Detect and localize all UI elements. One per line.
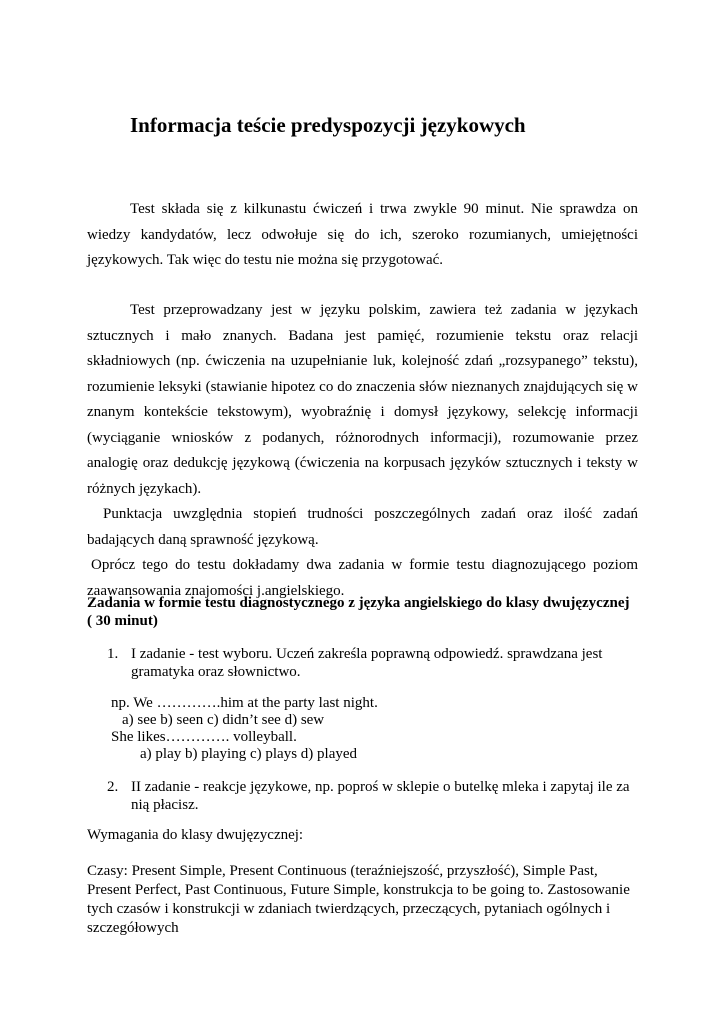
- paragraph-text: Test składa się z kilkunastu ćwiczeń i trwa zwykle 90 minut. Nie sprawdza on wiedzy kandydatów, lecz odwołuje się do ich, szeroko rozumianych, umiejętności językowych. Tak więc do testu nie można się przygotować.: [87, 201, 638, 268]
- list-number: 2.: [107, 779, 119, 795]
- example-sentence-2: She likes…………. volleyball.: [111, 729, 297, 745]
- list-text: II zadanie - reakcje językowe, np. poproś w sklepie o butelkę mleka i zapytaj ile za nią płacisz.: [131, 779, 630, 813]
- list-item-task-1: [107, 645, 637, 681]
- paragraph-scoring: Punktacja uwzględnia stopień trudności poszczególnych zadań oraz ilość zadań badających daną sprawność językową.: [87, 506, 638, 548]
- list-text: I zadanie - test wyboru. Uczeń zakreśla poprawną odpowiedź. sprawdzana jest gramatyka oraz słownictwo.: [131, 646, 603, 680]
- section-heading: [87, 594, 647, 630]
- section-heading-duration: ( 30 minut): [87, 613, 158, 629]
- page-title: Informacja teście predyspozycji językowych: [130, 113, 526, 137]
- list-number: 1.: [107, 646, 119, 662]
- paragraph-intro: [87, 197, 638, 274]
- requirements-heading: Wymagania do klasy dwujęzycznej:: [87, 827, 304, 843]
- paragraph-test-description: [87, 298, 638, 604]
- paragraph-text: Test przeprowadzany jest w języku polskim, zawiera też zadania w językach sztucznych i mało znanych. Badana jest pamięć, rozumienie tekstu oraz relacji składniowych (np. ćwiczenia na uzupełnianie luk, kolejność zdań „rozsypanego” tekstu), rozumienie leksyki (stawianie hipotez co do znaczenia słów nieznanych znajdujących się w znanym kontekście tekstowym), wyobraźnię i domysł językowy, selekcję informacji (wyciąganie wniosków z podanych, różnorodnych informacji), rozumowanie przez analogię oraz dedukcję językową (ćwiczenia na korpusach języków sztucznych i teksty w różnych językach).: [87, 302, 638, 497]
- example-options-1: a) see b) seen c) didn’t see d) sew: [122, 712, 325, 728]
- example-sentence-1: np. We ………….him at the party last night.: [111, 695, 378, 711]
- example-options-2: a) play b) playing c) plays d) played: [140, 746, 358, 762]
- section-heading-line: Zadania w formie testu diagnostycznego z języka angielskiego do klasy dwujęzycznej: [87, 595, 630, 611]
- paragraph-additional-tasks: Oprócz tego do testu dokładamy dwa zadania w formie testu diagnozującego poziom zaawansowania znajomości j.angielskiego.: [87, 557, 638, 599]
- list-item-task-2: [107, 778, 637, 814]
- requirements-text: Czasy: Present Simple, Present Continuous (teraźniejszość, przyszłość), Simple Past, Present Perfect, Past Continuous, Future Simple, konstrukcja to be going to. Zastosowanie tych czasów i konstrukcji w zdaniach twierdzących, przeczących, pytaniach ogólnych i szczegółowych: [87, 863, 630, 936]
